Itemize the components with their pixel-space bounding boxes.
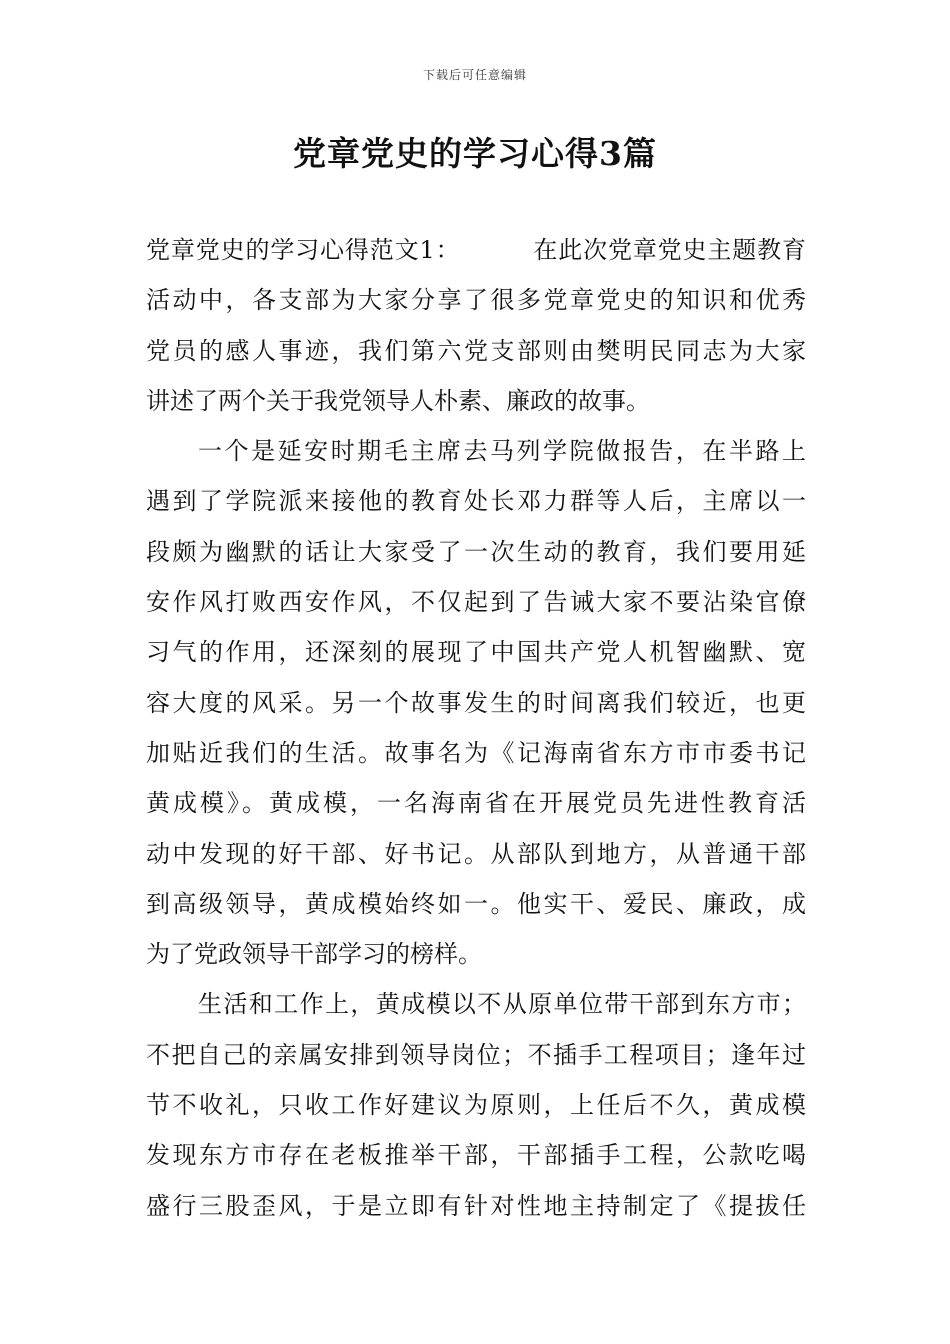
paragraph-line: 发现东方市存在老板推举干部，干部插手工程，公款吃喝	[146, 1141, 806, 1170]
paragraph-line: 不把自己的亲属安排到领导岗位；不插手工程项目；逢年过	[146, 1040, 806, 1069]
intro-line	[146, 225, 806, 275]
paragraph-line: 加贴近我们的生活。故事名为《记海南省东方市市委书记	[146, 738, 806, 767]
document-body	[146, 225, 806, 1231]
paragraph-line: 遇到了学院派来接他的教育处长邓力群等人后，主席以一	[146, 487, 806, 516]
paragraph-line: 黄成模》。黄成模，一名海南省在开展党员先进性教育活	[146, 789, 806, 818]
paragraph-line: 讲述了两个关于我党领导人朴素、廉政的故事。	[146, 386, 650, 415]
paragraph-line: 党员的感人事迹，我们第六党支部则由樊明民同志为大家	[146, 336, 806, 365]
intro-label: 党章党史的学习心得范文1：	[146, 236, 461, 264]
paragraph-line: 为了党政领导干部学习的榜样。	[146, 940, 482, 969]
paragraph-line: 节不收礼，只收工作好建议为原则，上任后不久，黄成模	[146, 1091, 806, 1120]
intro-first-text: 在此次党章党史主题教育	[532, 236, 806, 264]
paragraph-line: 到高级领导，黄成模始终如一。他实干、爱民、廉政，成	[146, 889, 806, 918]
paragraph-line: 安作风打败西安作风，不仅起到了告诫大家不要沾染官僚	[146, 588, 806, 617]
paragraph-line: 习气的作用，还深刻的展现了中国共产党人机智幽默、宽	[146, 638, 806, 667]
paragraph-line: 一个是延安时期毛主席去马列学院做报告，在半路上	[198, 437, 806, 466]
paragraph-line: 段颇为幽默的话让大家受了一次生动的教育，我们要用延	[146, 537, 806, 566]
document-title: 党章党史的学习心得3篇	[293, 134, 657, 173]
header-note: 下载后可任意编辑	[422, 68, 527, 82]
paragraph-line: 生活和工作上，黄成模以不从原单位带干部到东方市；	[198, 990, 806, 1019]
paragraph-line: 活动中，各支部为大家分享了很多党章党史的知识和优秀	[146, 286, 806, 315]
paragraph-line: 动中发现的好干部、好书记。从部队到地方，从普通干部	[146, 839, 806, 868]
paragraph-line: 盛行三股歪风，于是立即有针对性地主持制定了《提拔任	[146, 1191, 806, 1220]
paragraph-line: 容大度的风采。另一个故事发生的时间离我们较近，也更	[146, 688, 806, 717]
